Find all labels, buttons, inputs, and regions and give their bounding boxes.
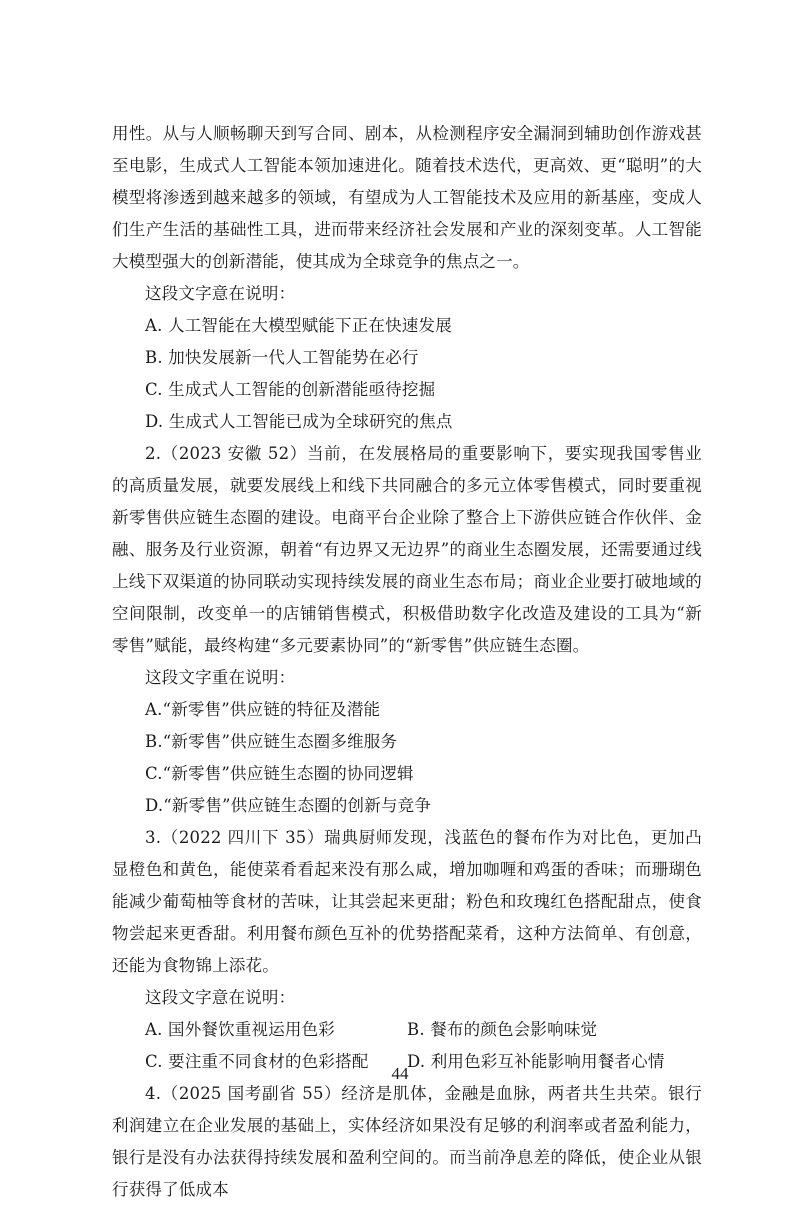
q3-option-c: C. 要注重不同食材的色彩搭配	[145, 1052, 369, 1071]
q2-option-a: A.“新零售”供应链的特征及潜能	[145, 700, 381, 719]
q2-option-d: D.“新零售”供应链生态圈的创新与竞争	[145, 796, 432, 815]
q4-paragraph: 4.（2025 国考副省 55）经济是肌体，金融是血脉，两者共生共荣。银行利润建立在企业发展的基础上，实体经济如果没有足够的利润率或者盈利能力，银行是没有办法获得持续发展和盈利空间的。而当前净息差的降低，使企业从银行获得了低成本	[112, 1084, 702, 1199]
text-body	[112, 118, 702, 1206]
intro-paragraph: 用性。从与人顺畅聊天到写合同、剧本，从检测程序安全漏洞到辅助创作游戏甚至电影，生成式人工智能本领加速进化。随着技术迭代，更高效、更“聪明”的大模型将渗透到越来越多的领域，有望成为人工智能技术及应用的新基座，变成人们生产生活的基础性工具，进而带来经济社会发展和产业的深刻变革。人工智能大模型强大的创新潜能，使其成为全球竞争的焦点之一。	[112, 124, 702, 271]
intro-question: 这段文字意在说明：	[145, 284, 296, 303]
page-number: 44	[391, 1064, 409, 1083]
q3-question: 这段文字意在说明：	[145, 988, 296, 1007]
intro-option-d: D. 生成式人工智能已成为全球研究的焦点	[145, 412, 453, 431]
q3-option-a: A. 国外餐饮重视运用色彩	[145, 1020, 336, 1039]
q3-option-d: D. 利用色彩互补能影响用餐者心情	[407, 1052, 665, 1071]
intro-option-a: A. 人工智能在大模型赋能下正在快速发展	[145, 316, 452, 335]
q3-options-row-1	[112, 1014, 702, 1046]
q3-option-b: B. 餐布的颜色会影响味觉	[407, 1020, 598, 1039]
q2-option-b: B.“新零售”供应链生态圈多维服务	[145, 732, 398, 751]
q3-paragraph: 3.（2022 四川下 35）瑞典厨师发现，浅蓝色的餐布作为对比色，更加凸显橙色和黄色，能使菜肴看起来没有那么咸，增加咖喱和鸡蛋的香味；而珊瑚色能减少葡萄柚等食材的苦味，让其尝起来更甜；粉色和玫瑰红色搭配甜点，使食物尝起来更香甜。利用餐布颜色互补的优势搭配菜肴，这种方法简单、有创意，还能为食物锦上添花。	[112, 828, 702, 975]
intro-option-c: C. 生成式人工智能的创新潜能亟待挖掘	[145, 380, 436, 399]
intro-option-b: B. 加快发展新一代人工智能势在必行	[145, 348, 419, 367]
q2-paragraph: 2.（2023 安徽 52）当前，在发展格局的重要影响下，要实现我国零售业的高质量发展，就要发展线上和线下共同融合的多元立体零售模式，同时要重视新零售供应链生态圈的建设。电商平台企业除了整合上下游供应链合作伙伴、金融、服务及行业资源，朝着“有边界又无边界”的商业生态圈发展，还需要通过线上线下双渠道的协同联动实现持续发展的商业生态布局；商业企业要打破地域的空间限制，改变单一的店铺销售模式，积极借助数字化改造及建设的工具为“新零售”赋能，最终构建“多元要素协同”的“新零售”供应链生态圈。	[112, 444, 702, 655]
q2-question: 这段文字重在说明：	[145, 668, 296, 687]
q2-option-c: C.“新零售”供应链生态圈的协同逻辑	[145, 764, 414, 783]
